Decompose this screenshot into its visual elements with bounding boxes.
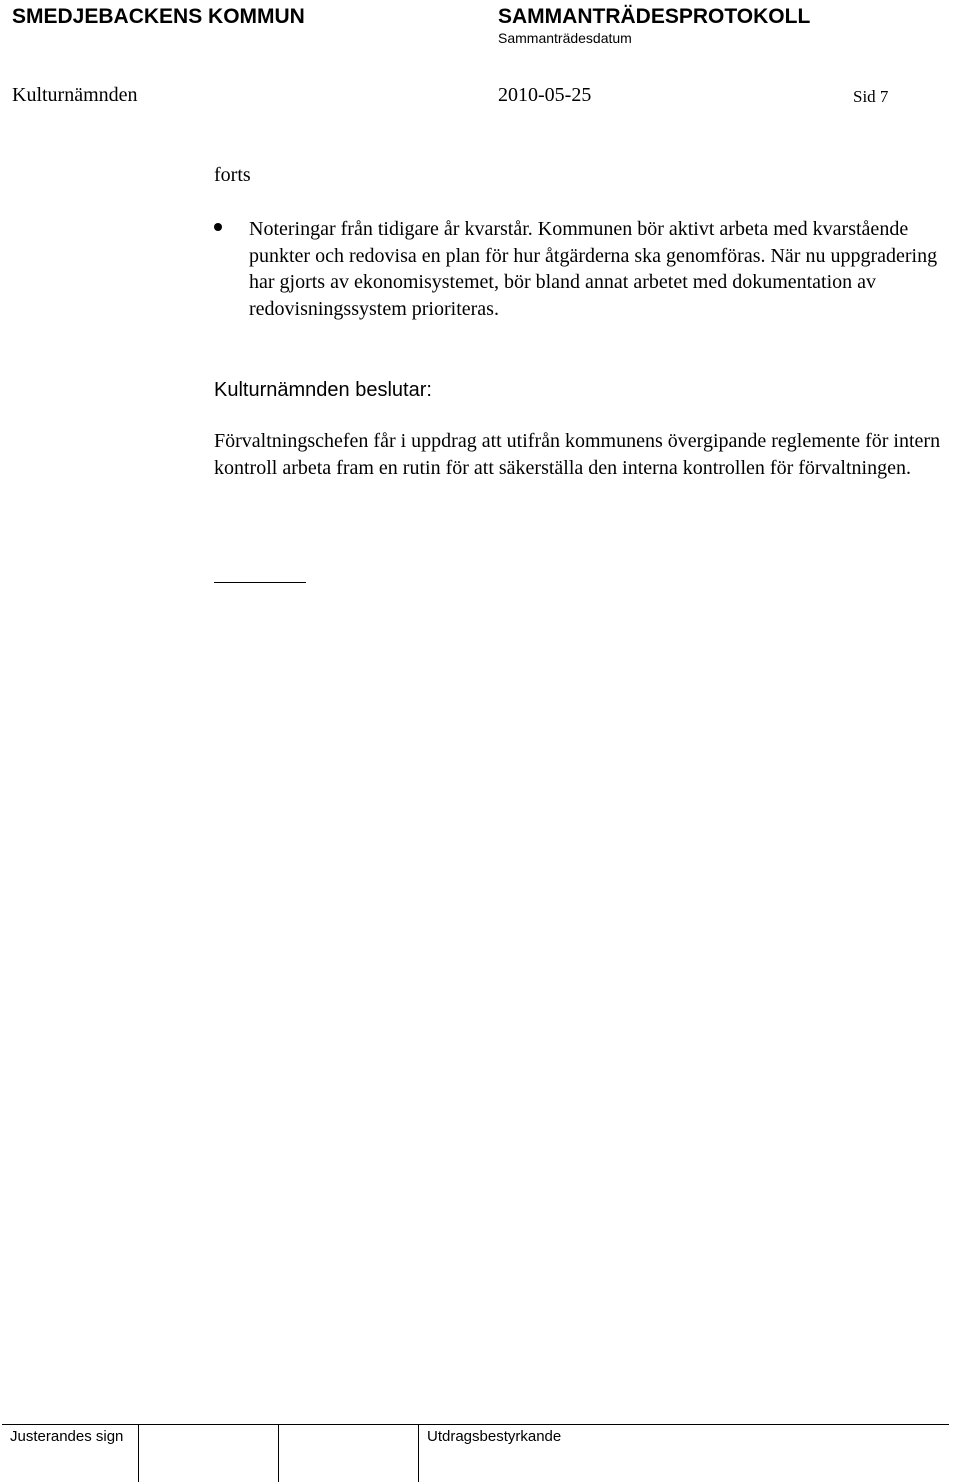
municipality-name: SMEDJEBACKENS KOMMUN [12, 5, 305, 28]
bullet-icon [214, 223, 222, 231]
footer-top-rule [2, 1424, 949, 1425]
justering-sign-label: Justerandes sign [10, 1428, 124, 1445]
committee-name: Kulturnämnden [12, 84, 138, 106]
footer-divider [278, 1424, 279, 1482]
utdrag-label: Utdragsbestyrkande [427, 1428, 562, 1445]
meeting-date-label: Sammanträdesdatum [498, 30, 632, 46]
meeting-date: 2010-05-25 [498, 84, 592, 106]
footer-divider [138, 1424, 139, 1482]
footer-divider [418, 1424, 419, 1482]
decision-paragraph: Förvaltningschefen får i uppdrag att utifrån kommunens övergipande reglemente för intern kontroll arbeta fram en rutin för att säkerställa den interna kontrollen för förvaltningen. [214, 430, 941, 479]
document-type: SAMMANTRÄDESPROTOKOLL [498, 5, 811, 28]
continued-marker: forts [214, 164, 251, 186]
section-end-rule [214, 582, 306, 583]
decision-heading: Kulturnämnden beslutar: [214, 379, 432, 401]
bullet-paragraph: Noteringar från tidigare år kvarstår. Kommunen bör aktivt arbeta med kvarstående punkter och redovisa en plan för hur åtgärderna ska genomföras. När nu uppgradering har gjorts av ekonomisystemet, bör bland annat arbetet med dokumentation av redovisningssystem prioriteras. [249, 218, 938, 320]
page-number: Sid 7 [853, 87, 889, 106]
